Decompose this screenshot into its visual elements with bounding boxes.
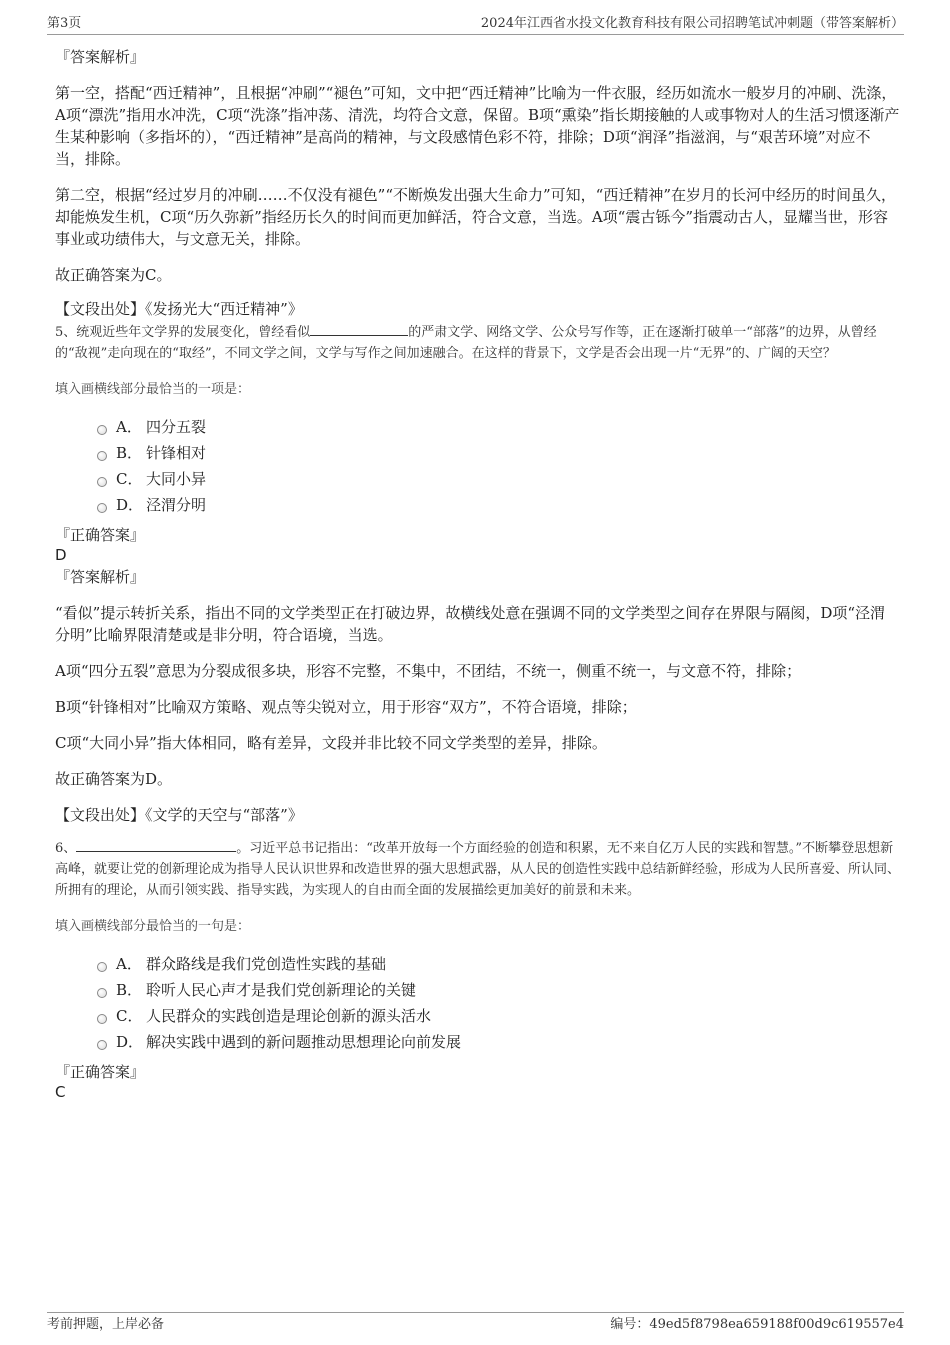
q6-options (55, 951, 900, 1055)
q5-conclusion: 故正确答案为D。 (55, 770, 173, 788)
q5-analysis-para-4: C项“大同小异”指大体相同，略有差异，文段并非比较不同文学类型的差异，排除。 (55, 734, 607, 752)
q4-conclusion: 故正确答案为C。 (55, 266, 172, 284)
q5-option-b[interactable]: B． 针锋相对 (97, 440, 900, 466)
q5-correct-answer: D (55, 546, 67, 564)
q6-correct-answer: C (55, 1083, 66, 1101)
q4-analysis-label: 『答案解析』 (55, 48, 146, 66)
footer-slogan: 考前押题，上岸必备 (47, 1317, 165, 1332)
q5-analysis-para-3: B项“针锋相对”比喻双方策略、观点等尖锐对立，用于形容“双方”，不符合语境，排除； (55, 698, 637, 716)
q6-stem (55, 838, 900, 901)
q4-analysis-para-2: 第二空，根据“经过岁月的冲刷……不仅没有褪色”“不断焕发出强大生命力”可知，“西迁精神”在岁月的长河中经历的时间虽久，却能焕发生机，C项“历久弥新”指经历长久的时间而更加鲜活，符合文意，当选。A项“震古铄今”指震动古人，显耀当世，形容事业或功绩伟大，与文意无关，排除。 (55, 186, 897, 248)
q6-option-c[interactable]: C． 人民群众的实践创造是理论创新的源头活水 (97, 1003, 900, 1029)
page-content (55, 44, 900, 1101)
q5-stem-post: 的严肃文学、网络文学、公众号写作等，正在逐渐打破单一“部落”的边界，从曾经的“敌视”走向现在的“取经”，不同文学之间，文学与写作之间加速融合。在这样的背景下，文学是否会出现一片“无界”的、广阔的天空？ (55, 325, 877, 361)
q6-option-b[interactable]: B． 聆听人民心声才是我们党创新理论的关键 (97, 977, 900, 1003)
q5-source: 【文段出处】《文学的天空与“部落”》 (55, 806, 303, 824)
q5-stem (55, 322, 900, 364)
radio-icon[interactable] (97, 988, 107, 998)
radio-icon[interactable] (97, 477, 107, 487)
q6-option-a[interactable]: A． 群众路线是我们党创造性实践的基础 (97, 951, 900, 977)
q5-stem-pre: 5、统观近些年文学界的发展变化，曾经看似 (55, 325, 311, 340)
q4-source: 【文段出处】《发扬光大“西迁精神”》 (55, 300, 303, 318)
document-title: 2024年江西省水投文化教育科技有限公司招聘笔试冲刺题（带答案解析） (480, 16, 904, 31)
radio-icon[interactable] (97, 1040, 107, 1050)
q6-stem-pre: 6、 (55, 841, 77, 856)
q5-blank (310, 322, 408, 336)
q6-correct-label: 『正确答案』 (55, 1063, 146, 1081)
q5-analysis-para-1: “看似”提示转折关系，指出不同的文学类型正在打破边界，故横线处意在强调不同的文学类型之间存在界限与隔阂，D项“泾渭分明”比喻界限清楚或是非分明，符合语境，当选。 (55, 604, 886, 644)
q5-options (55, 414, 900, 518)
q4-analysis-para-1: 第一空，搭配“西迁精神”，且根据“冲刷”“褪色”可知，文中把“西迁精神”比喻为一件衣服，经历如流水一般岁月的冲刷、洗涤，A项“漂洗”指用水冲洗，C项“洗涤”指冲荡、清洗，均符合文意，保留。B项“熏染”指长期接触的人或事物对人的生活习惯逐渐产生某种影响（多指坏的），“西迁精神”是高尚的精神，与文段感情色彩不符，排除；D项“润泽”指滋润，与“艰苦环境”对应不当，排除。 (55, 84, 900, 168)
q5-correct-label: 『正确答案』 (55, 526, 146, 544)
page-number: 第3页 (47, 16, 82, 31)
page-header (47, 14, 904, 35)
radio-icon[interactable] (97, 425, 107, 435)
radio-icon[interactable] (97, 451, 107, 461)
q5-analysis-label: 『答案解析』 (55, 568, 146, 586)
q6-prompt: 填入画横线部分最恰当的一句是： (55, 919, 251, 934)
q6-blank (76, 838, 236, 852)
q5-analysis-para-2: A项“四分五裂”意思为分裂成很多块，形容不完整，不集中，不团结，不统一，侧重不统一，与文意不符，排除； (55, 662, 802, 680)
radio-icon[interactable] (97, 962, 107, 972)
q5-option-c[interactable]: C． 大同小异 (97, 466, 900, 492)
page-footer (47, 1312, 904, 1333)
radio-icon[interactable] (97, 503, 107, 513)
q5-option-a[interactable]: A． 四分五裂 (97, 414, 900, 440)
document-id: 编号：49ed5f8798ea659188f00d9c619557e4 (610, 1317, 904, 1332)
q6-option-d[interactable]: D． 解决实践中遇到的新问题推动思想理论向前发展 (97, 1029, 900, 1055)
q5-option-d[interactable]: D． 泾渭分明 (97, 492, 900, 518)
q6-stem-post: 。习近平总书记指出：“改革开放每一个方面经验的创造和积累，无不来自亿万人民的实践和智慧。”不断攀登思想新高峰，就要让党的创新理论成为指导人民认识世界和改造世界的强大思想武器，从人民的创造性实践中总结新鲜经验，形成为人民所喜爱、所认同、所拥有的理论，从而引领实践、指导实践，为实现人的自由而全面的发展描绘更加美好的前景和未来。 (55, 841, 901, 898)
q5-prompt: 填入画横线部分最恰当的一项是： (55, 382, 251, 397)
radio-icon[interactable] (97, 1014, 107, 1024)
